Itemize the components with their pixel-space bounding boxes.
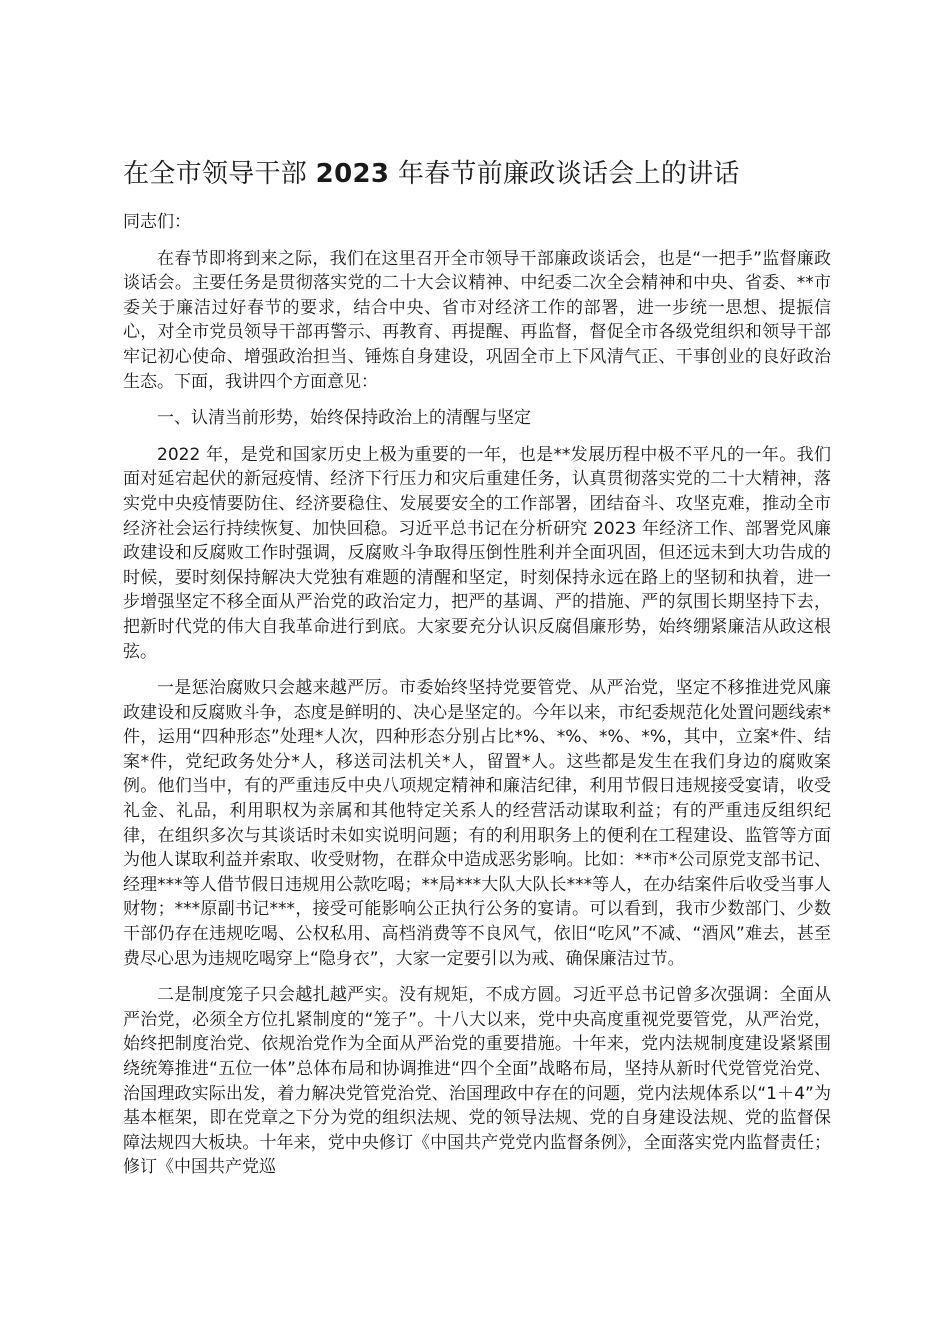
section-heading-1: 一、认清当前形势，始终保持政治上的清醒与坚定 (157, 408, 531, 429)
paragraph-intro: 在春节即将到来之际，我们在这里召开全市领导干部廉政谈话会，也是“一把手”监督廉政谈话会。主要任务是贯彻落实党的二十大会议精神、中纪委二次全会精神和中央、省委、**市委关于廉洁过好春节的要求，结合中央、省市对经济工作的部署，进一步统一思想、提振信心，对全市党员领导干部再警示、再教育、再提醒、再监督，督促全市各级党组织和领导干部牢记初心使命、增强政治担当、锤炼自身建设，巩固全市上下风清气正、干事创业的良好政治生态。下面，我讲四个方面意见： (123, 248, 831, 392)
title-year: 2023 (315, 159, 390, 189)
paragraph-situation: 2022 年，是党和国家历史上极为重要的一年，也是**发展历程中极不平凡的一年。我们面对延宕起伏的新冠疫情、经济下行压力和灾后重建任务，认真贯彻落实党的二十大精神，落实党中央疫情要防住、经济要稳住、发展要安全的工作部署，团结奋斗、攻坚克难，推动全市经济社会运行持续恢复、加快回稳。习近平总书记在分析研究 2023 年经济工作、部署党风廉政建设和反腐败工作时强调，反腐败斗争取得压倒性胜利并全面巩固，但还远未到大功告成的时候，要时刻保持解决大党独有难题的清醒和坚定，时刻保持永远在路上的坚韧和执着，进一步增强坚定不移全面从严治党的政治定力，把严的基调、严的措施、严的氛围长期坚持下去，把新时代党的伟大自我革命进行到底。大家要充分认识反腐倡廉形势，始终绷紧廉洁从政这根弦。 (123, 444, 831, 662)
paragraph-point-1: 一是惩治腐败只会越来越严厉。市委始终坚持党要管党、从严治党，坚定不移推进党风廉政建设和反腐败斗争，态度是鲜明的、决心是坚定的。今年以来，市纪委规范化处置问题线索*件，运用“四种形态”处理*人次，四种形态分别占比*%、*%、*%、*%，其中，立案*件、结案*件，党纪政务处分*人，移送司法机关*人，留置*人。这些都是发生在我们身边的腐败案例。他们当中，有的严重违反中央八项规定精神和廉洁纪律，利用节假日违规接受宴请，收受礼金、礼品，利用职权为亲属和其他特定关系人的经营活动谋取利益；有的严重违反组织纪律，在组织多次与其谈话时未如实说明问题；有的利用职务上的便利在工程建设、监管等方面为他人谋取利益并索取、收受财物，在群众中造成恶劣影响。比如：**市*公司原党支部书记、经理***等人借节假日违规用公款吃喝；**局***大队大队长***等人，在办结案件后收受当事人财物；***原副书记***，接受可能影响公正执行公务的宴请。可以看到，我市少数部门、少数干部仍存在违规吃喝、公权私用、高档消费等不良风气，依旧“吃风”不减、“酒风”难去，甚至费尽心思为违规吃喝穿上“隐身衣”，大家一定要引以为戒、确保廉洁过节。 (123, 678, 831, 969)
document-title (123, 154, 831, 194)
title-part-1: 在全市领导干部 (123, 159, 316, 189)
salutation: 同志们： (123, 212, 191, 232)
paragraph-point-2: 二是制度笼子只会越扎越严实。没有规矩，不成方圆。习近平总书记曾多次强调：全面从严治党，必须全方位扎紧制度的“笼子”。十八大以来，党中央高度重视党要管党，从严治党，始终把制度治党、依规治党作为全面从严治党的重要措施。十年来，党内法规制度建设紧紧围绕统筹推进“五位一体”总体布局和协调推进“四个全面”战略布局，坚持从新时代党管党治党、治国理政实际出发，着力解决党管党治党、治国理政中存在的问题，党内法规体系以“1＋4”为基本框架，即在党章之下分为党的组织法规、党的领导法规、党的自身建设法规、党的监督保障法规四大板块。十年来，党中央修订《中国共产党党内监督条例》，全面落实党内监督责任；修订《中国共产党巡 (123, 985, 831, 1178)
document-body (123, 210, 831, 1192)
title-part-2: 年春节前廉政谈话会上的讲话 (389, 159, 740, 189)
